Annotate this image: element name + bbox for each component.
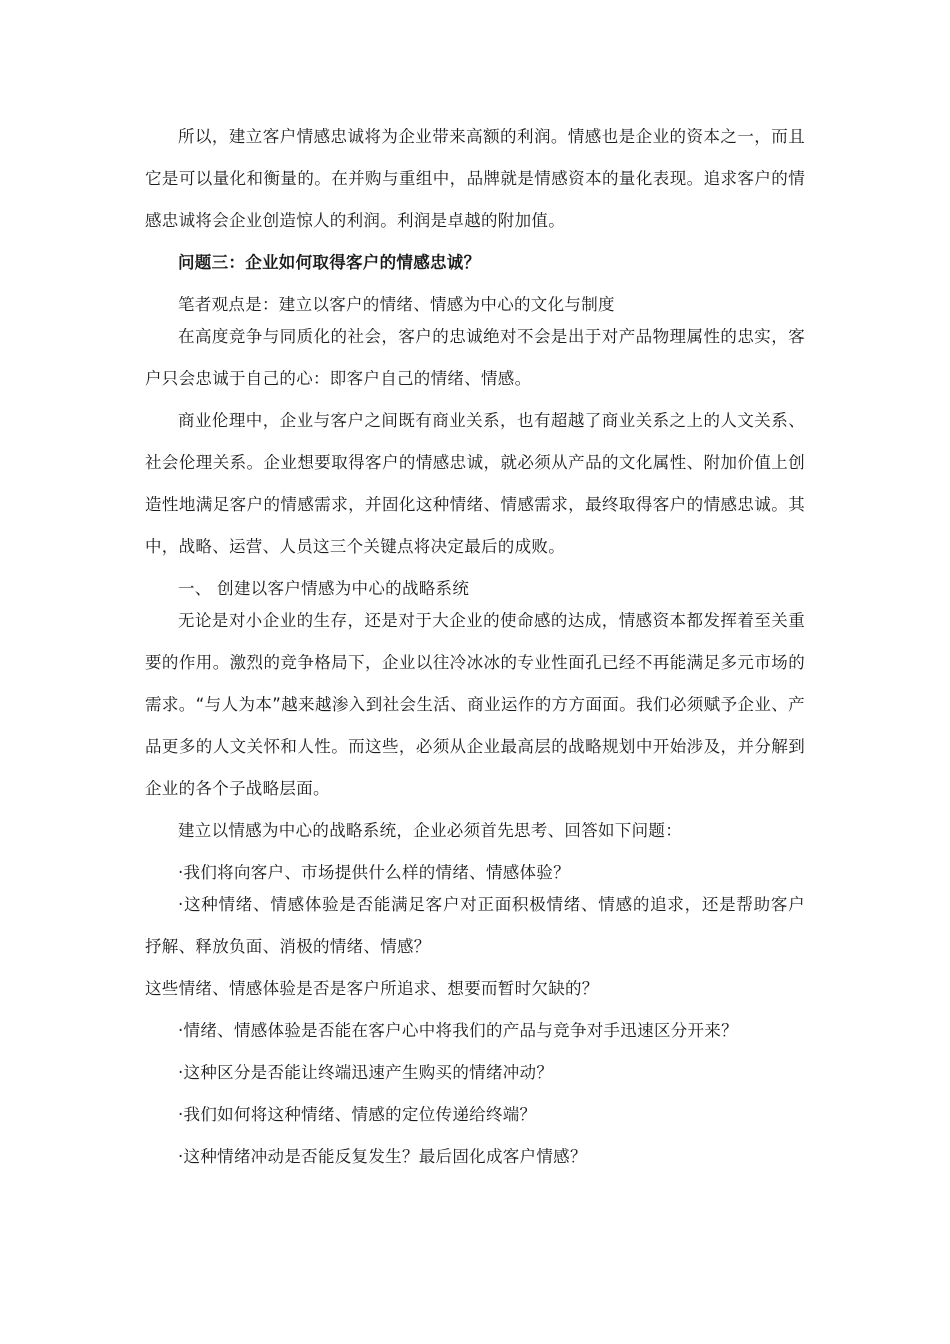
- paragraph-emotional-capital: 无论是对小企业的生存，还是对于大企业的使命感的达成，情感资本都发挥着至关重要的作用。激烈的竞争格局下，企业以往冷冰冰的专业性面孔已经不再能满足多元市场的需求。“与人为本”越来越渗入到社会生活、商业运作的方方面面。我们必须赋予企业、产品更多的人文关怀和人性。而这些，必须从企业最高层的战略规划中开始涉及，并分解到企业的各个子战略层面。: [145, 611, 805, 798]
- paragraph-business-ethics: 商业伦理中，企业与客户之间既有商业关系，也有超越了商业关系之上的人文关系、社会伦理关系。企业想要取得客户的情感忠诚，就必须从产品的文化属性、附加价值上创造性地满足客户的情感需求，并固化这种情绪、情感需求，最终取得客户的情感忠诚。其中，战略、运营、人员这三个关键点将决定最后的成败。: [145, 411, 805, 556]
- list-item-question-2: ·这种情绪、情感体验是否能满足客户对正面积极情绪、情感的追求，还是帮助客户抒解、释放负面、消极的情绪、情感？: [145, 895, 805, 956]
- paragraph-profit: 所以，建立客户情感忠诚将为企业带来高额的利润。情感也是企业的资本之一，而且它是可以量化和衡量的。在并购与重组中，品牌就是情感资本的量化表现。追求客户的情感忠诚将会企业创造惊人的利润。利润是卓越的附加值。: [145, 127, 805, 230]
- list-item-question-5: ·这种区分是否能让终端迅速产生购买的情绪冲动？: [178, 1063, 554, 1082]
- list-item-question-7: ·这种情绪冲动是否能反复发生？最后固化成客户情感？: [178, 1147, 587, 1166]
- section-heading-question-three: 问题三：企业如何取得客户的情感忠诚？: [178, 253, 481, 272]
- paragraph-competition: 在高度竞争与同质化的社会，客户的忠诚绝对不会是出于对产品物理属性的忠实，客户只会忠诚于自己的心：即客户自己的情绪、情感。: [145, 327, 805, 388]
- list-item-question-6: ·我们如何将这种情绪、情感的定位传递给终端？: [178, 1105, 537, 1124]
- list-item-question-4: ·情绪、情感体验是否能在客户心中将我们的产品与竞争对手迅速区分开来？: [178, 1021, 738, 1040]
- list-item-question-1: ·我们将向客户、市场提供什么样的情绪、情感体验？: [178, 863, 570, 882]
- paragraph-author-view: 笔者观点是：建立以客户的情绪、情感为中心的文化与制度: [178, 295, 615, 314]
- paragraph-questions-intro: 建立以情感为中心的战略系统，企业必须首先思考、回答如下问题：: [178, 821, 682, 840]
- list-item-question-3: 这些情绪、情感体验是否是客户所追求、想要而暂时欠缺的？: [145, 979, 599, 998]
- subsection-heading-strategy: 一、 创建以客户情感为中心的战略系统: [178, 579, 470, 598]
